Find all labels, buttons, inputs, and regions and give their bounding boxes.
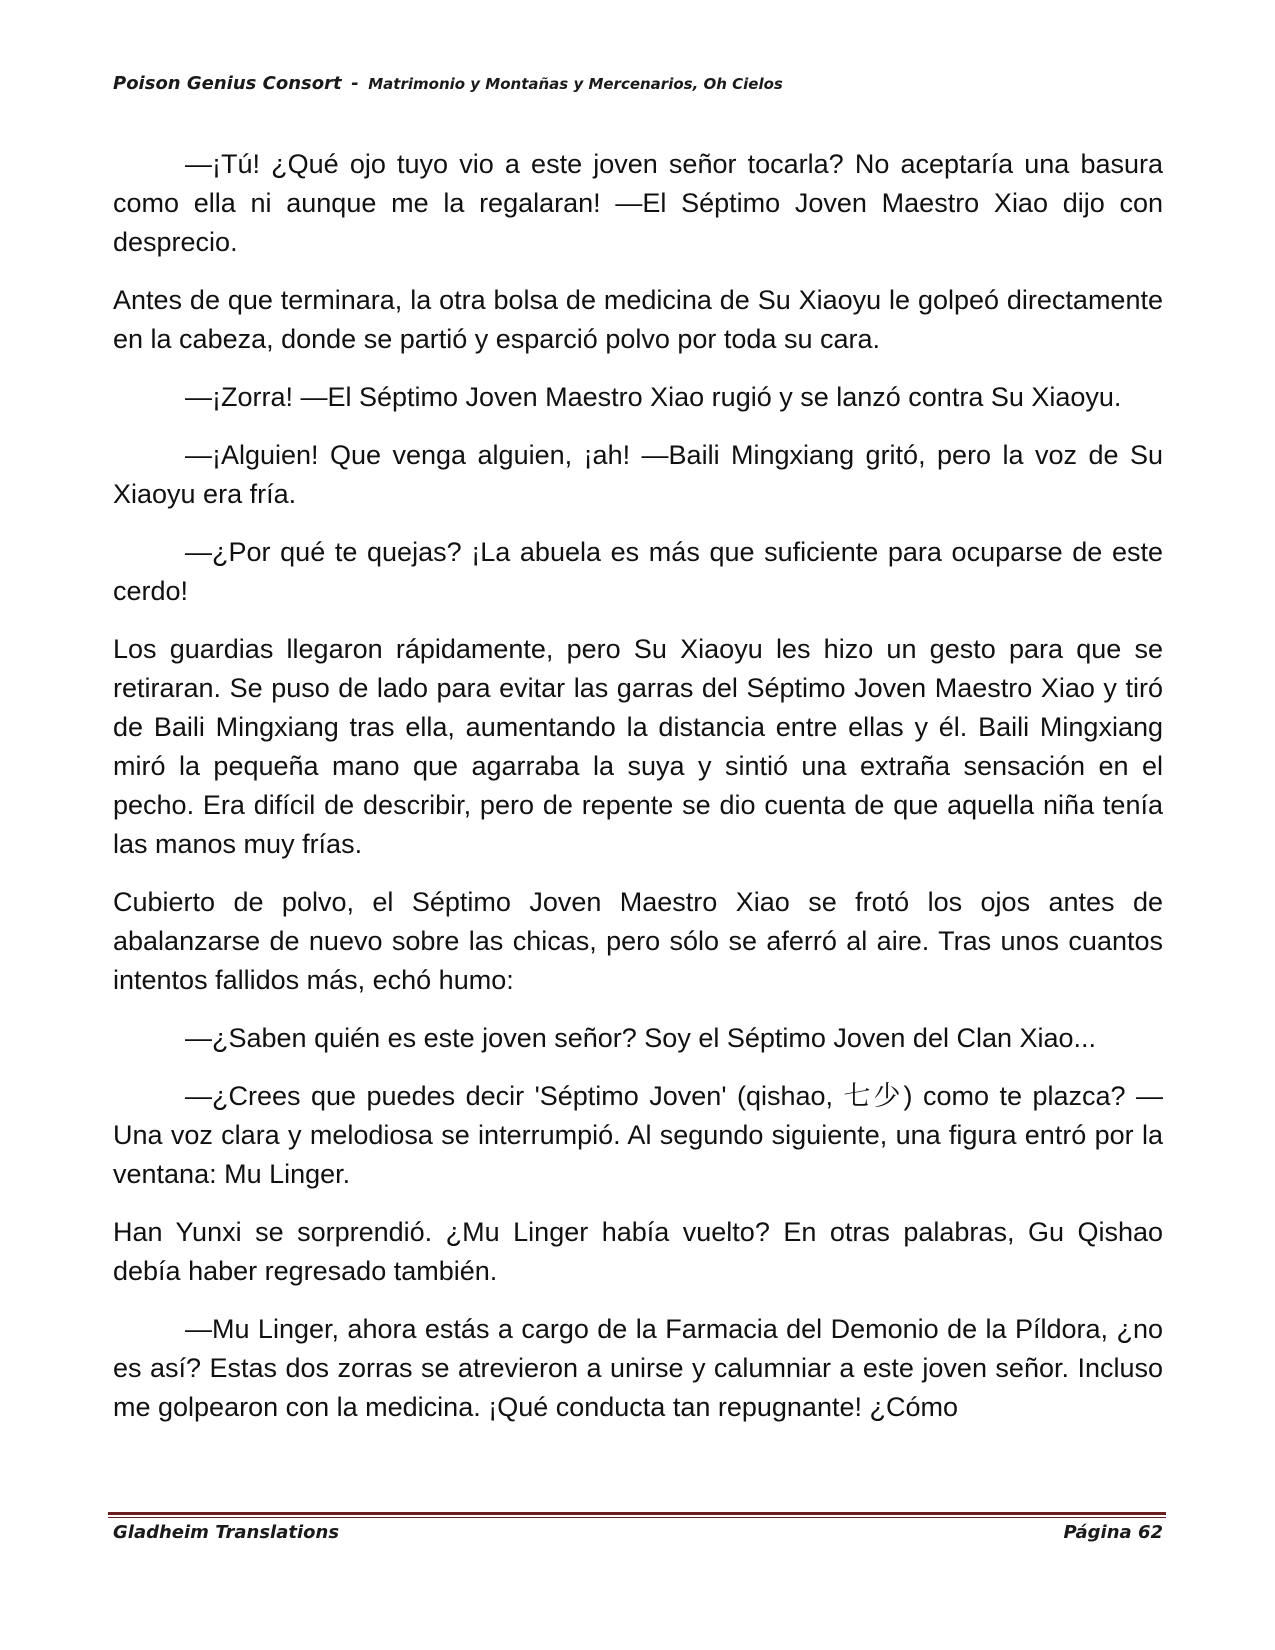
footer-divider-thin: [108, 1517, 1166, 1518]
book-title: Poison Genius Consort: [113, 73, 342, 94]
paragraph: Antes de que terminara, la otra bolsa de medicina de Su Xiaoyu le golpeó directamente en la cabeza, donde se partió y esparció polvo por toda su cara.: [113, 285, 1163, 354]
chapter-subtitle: Matrimonio y Montañas y Mercenarios, Oh Cielos: [368, 75, 783, 93]
paragraph: —¿Saben quién es este joven señor? Soy el Séptimo Joven del Clan Xiao...: [185, 1023, 1097, 1053]
paragraph: Cubierto de polvo, el Séptimo Joven Maestro Xiao se frotó los ojos antes de abalanzarse de nuevo sobre las chicas, pero sólo se aferró al aire. Tras unos cuantos intentos fallidos más, echó humo:: [113, 887, 1163, 995]
page-number: Página 62: [1063, 1522, 1163, 1543]
page-body: [113, 145, 1163, 1446]
paragraph: Los guardias llegaron rápidamente, pero Su Xiaoyu les hizo un gesto para que se retiraran. Se puso de lado para evitar las garras del Séptimo Joven Maestro Xiao y tiró de Baili Mingxiang tras ella, aumentando la distancia entre ellas y él. Baili Mingxiang miró la pequeña mano que agarraba la suya y sintió una extraña sensación en el pecho. Era difícil de describir, pero de repente se dio cuenta de que aquella niña tenía las manos muy frías.: [113, 634, 1163, 859]
paragraph: Han Yunxi se sorprendió. ¿Mu Linger había vuelto? En otras palabras, Gu Qishao debía haber regresado también.: [113, 1217, 1163, 1286]
header-separator: -: [351, 73, 359, 94]
paragraph: —¿Crees que puedes decir 'Séptimo Joven' (qishao, 七少) como te plazca? —Una voz clara y melodiosa se interrumpió. Al segundo siguiente, una figura entró por la ventana: Mu Linger.: [113, 1081, 1163, 1189]
translator-credit: Gladheim Translations: [113, 1522, 340, 1543]
paragraph: —¡Alguien! Que venga alguien, ¡ah! —Baili Mingxiang gritó, pero la voz de Su Xiaoyu era fría.: [113, 440, 1163, 509]
footer-divider-thick: [108, 1512, 1166, 1515]
page-header: [113, 73, 1163, 94]
paragraph: —¡Tú! ¿Qué ojo tuyo vio a este joven señor tocarla? No aceptaría una basura como ella ni aunque me la regalaran! —El Séptimo Joven Maestro Xiao dijo con desprecio.: [113, 149, 1163, 257]
paragraph: —Mu Linger, ahora estás a cargo de la Farmacia del Demonio de la Píldora, ¿no es así? Estas dos zorras se atrevieron a unirse y calumniar a este joven señor. Incluso me golpearon con la medicina. ¡Qué conducta tan repugnante! ¿Cómo: [113, 1314, 1163, 1422]
paragraph: —¿Por qué te quejas? ¡La abuela es más que suficiente para ocuparse de este cerdo!: [113, 537, 1163, 606]
paragraph: —¡Zorra! —El Séptimo Joven Maestro Xiao rugió y se lanzó contra Su Xiaoyu.: [185, 382, 1122, 412]
